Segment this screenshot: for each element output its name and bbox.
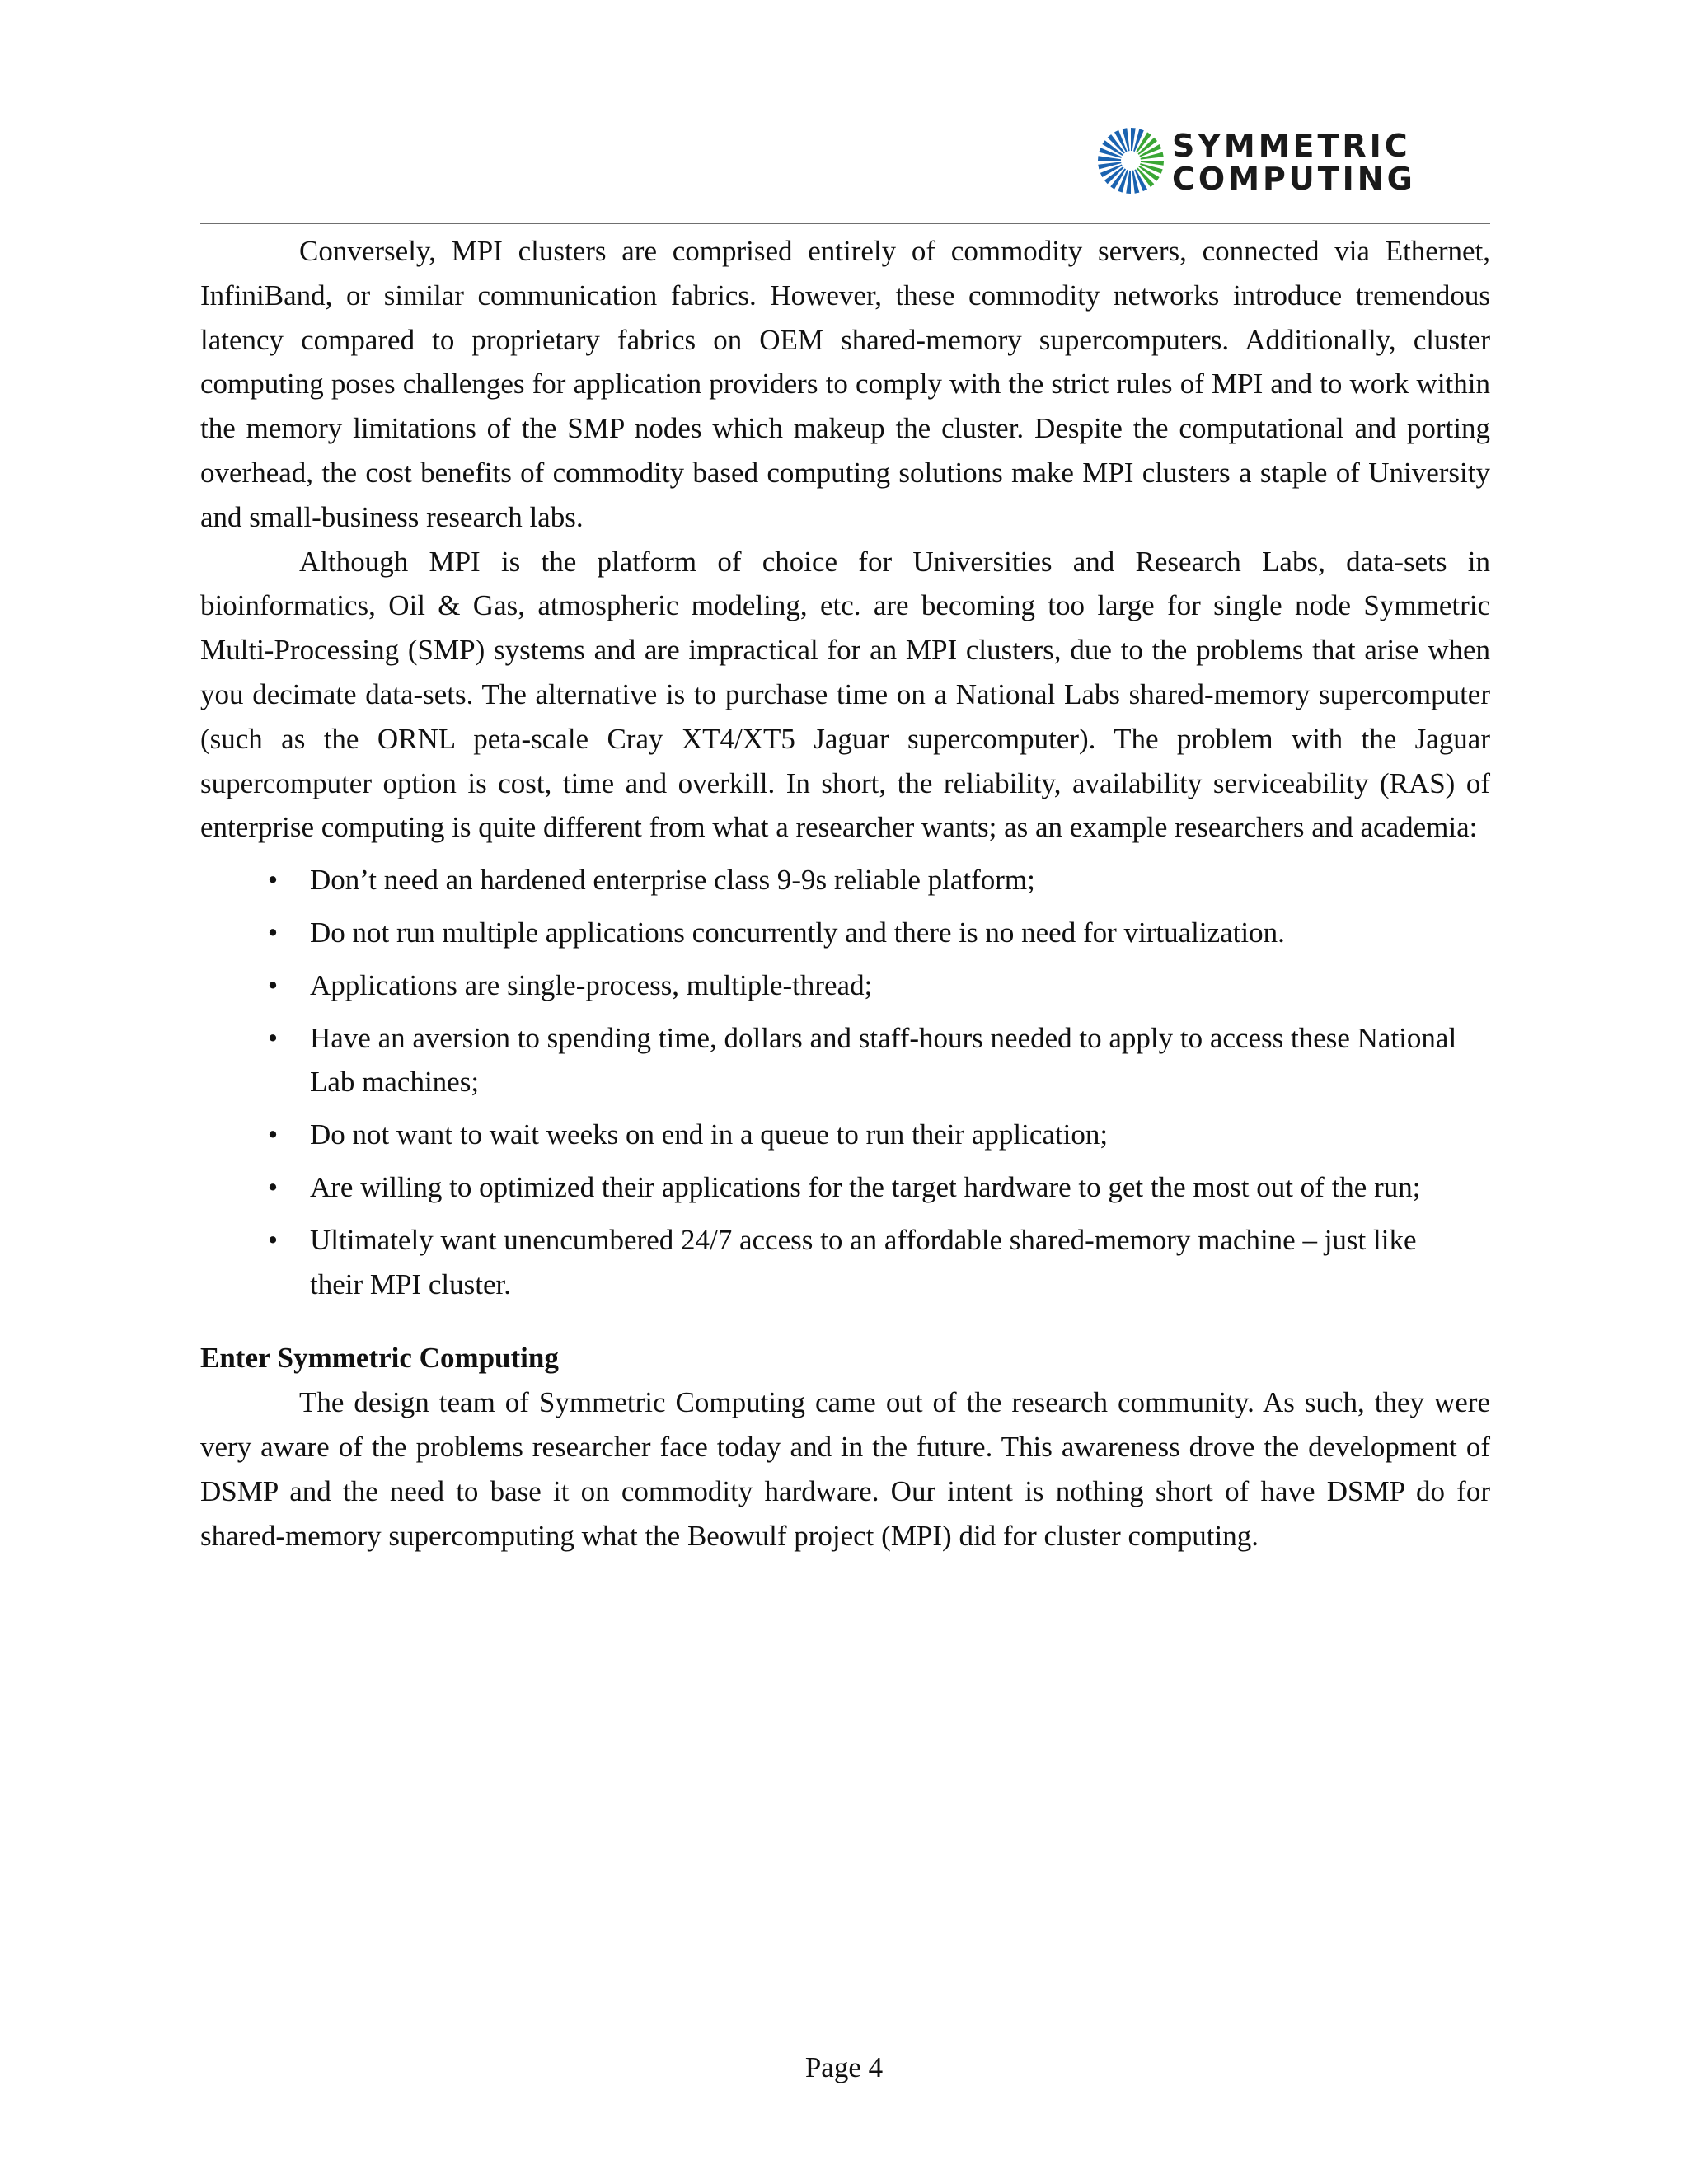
bullet-item [200, 911, 1490, 955]
logo-graphic [1096, 124, 1475, 198]
body-paragraph: Conversely, MPI clusters are comprised entirely of commodity servers, connected via Ethernet, InfiniBand, or similar communication fabrics. However, these commodity networks introduce tremendous latency compared to proprietary fabrics on OEM shared-memory supercomputers. Additionally, cluster computing poses challenges for application providers to comply with the strict rules of MPI and to work within the memory limitations of the SMP nodes which makeup the cluster. Despite the computational and porting overhead, the cost benefits of commodity based computing solutions make MPI clusters a staple of University and small-business research labs. [200, 235, 1490, 533]
section-heading: Enter Symmetric Computing [200, 1342, 559, 1375]
bullet-icon: • [267, 1118, 279, 1151]
bullet-item [200, 963, 1490, 1008]
bullet-icon: • [267, 1021, 279, 1054]
bullet-icon: • [267, 864, 279, 897]
bullet-item [200, 858, 1490, 902]
logo-center [1124, 154, 1137, 167]
bullet-text: Are willing to optimized their applications for the target hardware to get the most out of the run; [310, 1170, 1421, 1203]
bullet-icon: • [267, 916, 279, 949]
bullet-list [200, 858, 1490, 1306]
bullet-icon: • [267, 1170, 279, 1203]
bullet-text: Have an aversion to spending time, dollars and staff-hours needed to apply to access these National Lab machines; [310, 1021, 1457, 1099]
bullet-item [200, 1113, 1490, 1157]
page-number: Page 4 [804, 2051, 884, 2083]
logo-text-line2: COMPUTING [1172, 161, 1416, 197]
body-paragraph: Although MPI is the platform of choice for Universities and Research Labs, data-sets in bioinformatics, Oil & Gas, atmospheric modeling, etc. are becoming too large for single node Symmetric Multi-Processing (SMP) systems and are impractical for an MPI clusters, due to the problems that arise when you decimate data-sets. The alternative is to purchase time on a National Labs shared-memory supercomputer (such as the ORNL peta-scale Cray XT4/XT5 Jaguar supercomputer). The problem with the Jaguar supercomputer option is cost, time and overkill. In short, the reliability, availability serviceability (RAS) of enterprise computing is quite different from what a researcher wants; as an example researchers and academia: [200, 545, 1490, 844]
bullet-item [200, 1165, 1490, 1210]
bullet-text: Do not run multiple applications concurrently and there is no need for virtualization. [310, 916, 1285, 949]
header-divider [200, 223, 1490, 224]
bullet-text: Don’t need an hardened enterprise class 9-9s reliable platform; [310, 864, 1035, 897]
bullet-text: Ultimately want unencumbered 24/7 access to an affordable shared-memory machine – just like their MPI cluster. [310, 1223, 1417, 1301]
main-content [200, 229, 1490, 1558]
bullet-icon: • [267, 1223, 279, 1256]
bullet-text: Applications are single-process, multiple-thread; [310, 968, 873, 1001]
bullet-icon: • [267, 968, 279, 1001]
bullet-text: Do not want to wait weeks on end in a queue to run their application; [310, 1118, 1109, 1151]
body-paragraph: The design team of Symmetric Computing came out of the research community. As such, they were very aware of the problems researcher face today and in the future. This awareness drove the development of DSMP and the need to base it on commodity hardware. Our intent is nothing short of have DSMP do for shared-memory supercomputing what the Beowulf project (MPI) did for cluster computing. [200, 1386, 1490, 1552]
bullet-item [200, 1016, 1490, 1105]
logo-text-line1: SYMMETRIC [1172, 128, 1411, 164]
symmetric-computing-logo [1096, 124, 1475, 198]
logo-sunburst-icon [1098, 128, 1164, 194]
bullet-item [200, 1218, 1490, 1307]
